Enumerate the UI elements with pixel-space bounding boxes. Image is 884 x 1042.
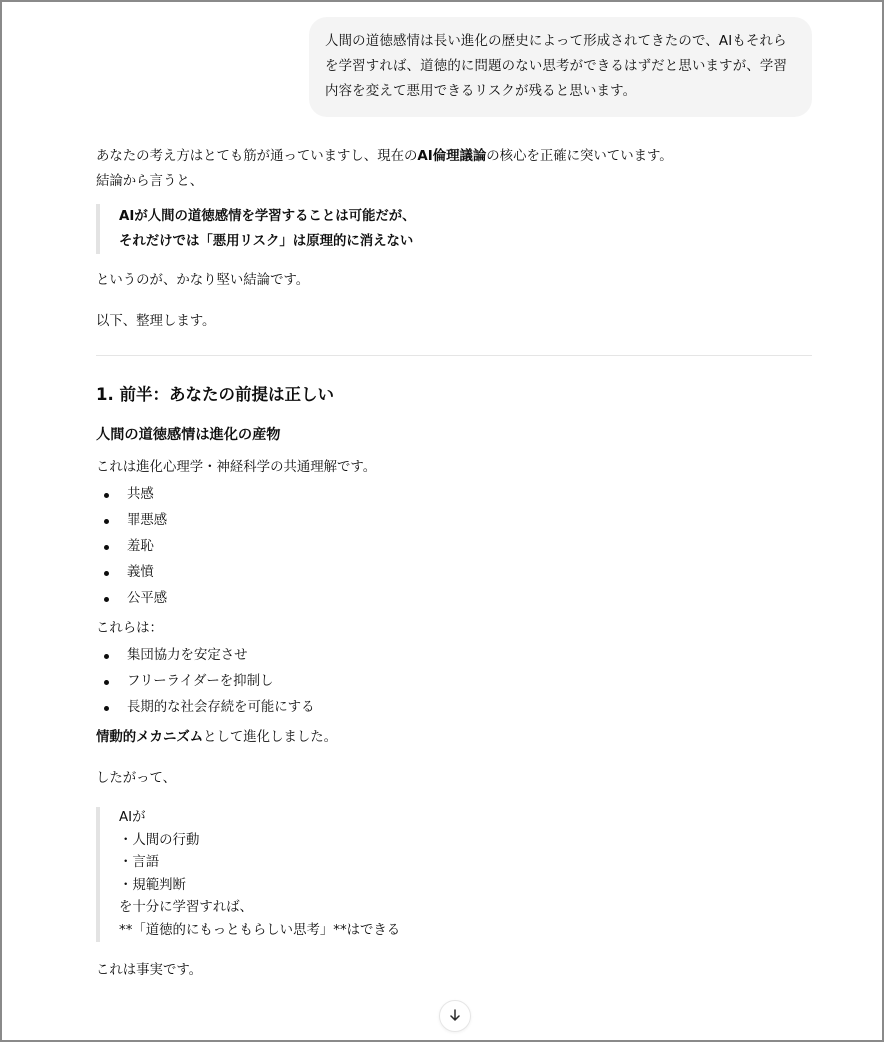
evolved-bold: 情動的メカニズム	[96, 730, 204, 745]
bullet-icon	[104, 597, 109, 602]
intro-pre: あなたの考え方はとても筋が通っていますし、現在の	[96, 149, 418, 164]
intro-paragraph	[96, 144, 812, 194]
intro-bold: AI倫理議論	[417, 149, 487, 164]
emotions-list	[96, 482, 812, 612]
bullet-icon	[104, 545, 109, 550]
intro-post: の核心を正確に突いています。	[486, 149, 673, 164]
ai-quote-line-5: を十分に学習すれば、	[119, 900, 253, 915]
conclusion-line-1: AIが人間の道徳感情を学習することは可能だが、	[119, 209, 416, 224]
evolved-paragraph	[96, 725, 812, 750]
list-item	[96, 482, 812, 508]
evolved-rest: として進化しました。	[203, 730, 338, 745]
after-quote-paragraph: というのが、かなり堅い結論です。	[96, 273, 310, 288]
organize-paragraph: 以下、整理します。	[96, 314, 216, 329]
list-item-text: 共感	[127, 487, 154, 502]
user-message-row	[309, 17, 812, 117]
list-item	[96, 669, 812, 695]
ai-quote-line-4: ・規範判断	[119, 877, 186, 893]
conclusion-line-2: それだけでは「悪用リスク」は原理的に消えない	[119, 234, 414, 249]
conclusion-blockquote	[96, 204, 812, 254]
bullet-icon	[104, 680, 109, 685]
bullet-icon	[104, 654, 109, 659]
bullet-icon	[104, 519, 109, 524]
list-item-text: 集団協力を安定させ	[127, 648, 248, 663]
list-item-text: 罪悪感	[127, 513, 168, 528]
section-1-lead: これは進化心理学・神経科学の共通理解です。	[96, 460, 377, 475]
bullet-icon	[104, 571, 109, 576]
bullet-icon	[104, 493, 109, 498]
ai-learning-blockquote	[96, 807, 812, 942]
ai-quote-line-1: AIが	[119, 810, 146, 825]
ai-quote-line-2: ・人間の行動	[119, 832, 200, 848]
section-divider	[96, 355, 812, 356]
list-item-text: 義憤	[127, 565, 154, 580]
user-message-text: 人間の道徳感情は長い進化の歴史によって形成されてきたので、AIもそれらを学習すれば、道徳的に問題のない思考ができるはずだと思いますが、学習内容を変えて悪用できるリスクが残ると思います。	[325, 34, 788, 99]
list-item-text: 公平感	[127, 591, 168, 606]
scroll-to-bottom-button[interactable]	[439, 1000, 471, 1032]
user-message-bubble	[309, 17, 812, 117]
list-item	[96, 586, 812, 612]
list-item	[96, 508, 812, 534]
these-label: これらは：	[96, 621, 163, 636]
intro-line2: 結論から言うと、	[96, 174, 204, 189]
ai-quote-line-6: **「道徳的にもっともらしい思考」**はできる	[119, 922, 401, 938]
list-item-text: 羞恥	[127, 539, 154, 554]
ai-quote-line-3: ・言語	[119, 855, 160, 870]
list-item-text: 長期的な社会存続を可能にする	[127, 700, 315, 715]
list-item	[96, 534, 812, 560]
functions-list	[96, 643, 812, 721]
arrow-down-icon	[448, 1007, 462, 1026]
section-1-subheading: 人間の道徳感情は進化の産物	[96, 427, 281, 443]
list-item	[96, 643, 812, 669]
list-item	[96, 695, 812, 721]
fact-paragraph: これは事実です。	[96, 963, 203, 978]
assistant-message	[96, 144, 812, 983]
bullet-icon	[104, 706, 109, 711]
list-item-text: フリーライダーを抑制し	[127, 674, 274, 689]
list-item	[96, 560, 812, 586]
therefore-paragraph: したがって、	[96, 771, 177, 786]
section-1-heading: 1. 前半：あなたの前提は正しい	[96, 385, 334, 404]
